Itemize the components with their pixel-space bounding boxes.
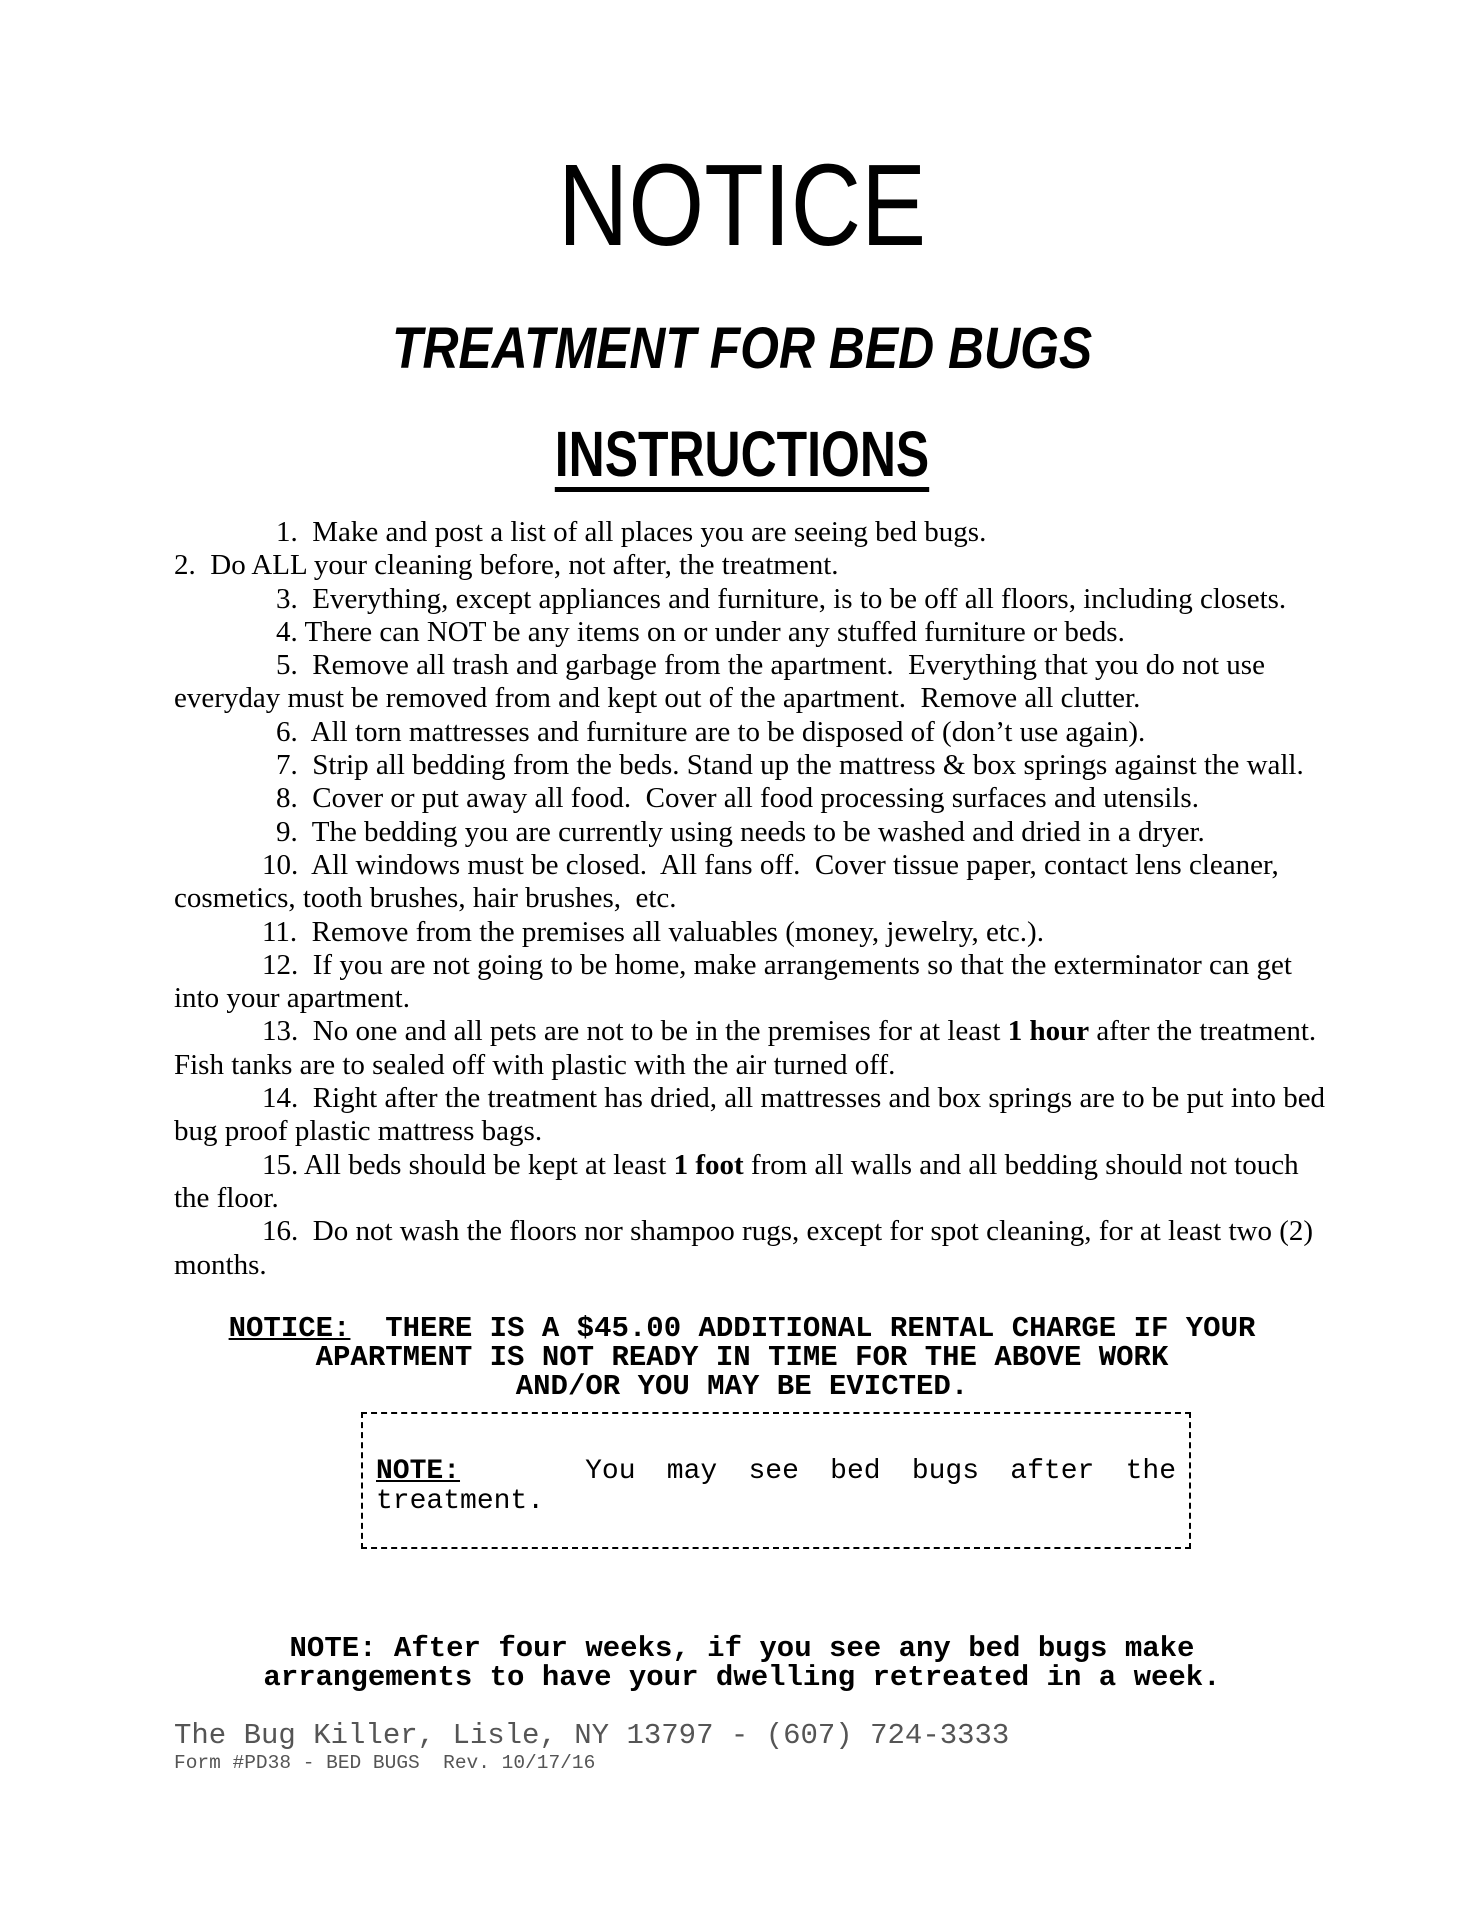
instruction-continuation: cosmetics, tooth brushes, hair brushes, etc. <box>174 882 677 915</box>
instruction-line <box>174 516 1334 549</box>
instruction-item <box>174 516 1334 549</box>
charge-notice <box>0 1314 1484 1401</box>
instruction-line <box>174 1215 1334 1248</box>
instruction-continuation: the floor. <box>174 1181 279 1214</box>
subtitle <box>0 316 1484 382</box>
instruction-item <box>174 816 1334 849</box>
section-heading <box>0 418 1484 492</box>
instruction-text: 14. Right after the treatment has dried, all mattresses and box springs are to be put into bed <box>262 1082 1326 1115</box>
instruction-item <box>174 1149 1334 1216</box>
notice-title <box>0 140 1484 270</box>
instruction-line <box>174 1149 1334 1182</box>
instruction-text: 2. Do ALL your cleaning before, not after, the treatment. <box>174 549 839 582</box>
boxed-note-text <box>376 1457 1176 1517</box>
footer-company: The Bug Killer, Lisle, NY 13797 - (607) 724-3333 <box>174 1719 1010 1752</box>
instruction-item <box>174 749 1334 782</box>
instruction-line <box>174 1015 1334 1048</box>
charge-notice-line: APARTMENT IS NOT READY IN TIME FOR THE ABOVE WORK <box>315 1341 1169 1374</box>
instruction-continuation: Fish tanks are to sealed off with plastic with the air turned off. <box>174 1048 896 1081</box>
instruction-item <box>174 616 1334 649</box>
instruction-continuation: into your apartment. <box>174 982 410 1015</box>
final-note-line: NOTE: After four weeks, if you see any bed bugs make <box>289 1632 1195 1665</box>
instruction-text: 1. Make and post a list of all places you are seeing bed bugs. <box>276 516 987 548</box>
final-note <box>0 1634 1484 1692</box>
instruction-item <box>174 1215 1334 1282</box>
instruction-text: 3. Everything, except appliances and furniture, is to be off all floors, including closets. <box>276 582 1287 615</box>
instruction-line <box>174 749 1334 782</box>
instruction-emphasis: 1 foot <box>673 1148 744 1181</box>
instructions-list <box>174 516 1334 1282</box>
notice-title-text: NOTICE <box>557 140 927 270</box>
instruction-text: 13. No one and all pets are not to be in the premises for at least <box>262 1015 1008 1048</box>
instruction-continuation: bug proof plastic mattress bags. <box>174 1115 543 1148</box>
boxed-note <box>361 1412 1191 1549</box>
instruction-text: 5. Remove all trash and garbage from the apartment. Everything that you do not use <box>276 649 1265 682</box>
instruction-line <box>174 849 1334 882</box>
instruction-text: 9. The bedding you are currently using needs to be washed and dried in a dryer. <box>276 815 1205 848</box>
instruction-item <box>174 949 1334 1016</box>
boxed-note-label: NOTE: <box>376 1456 461 1487</box>
instruction-item <box>174 649 1334 716</box>
charge-notice-line: AND/OR YOU MAY BE EVICTED. <box>515 1370 969 1403</box>
instruction-text: 16. Do not wash the floors nor shampoo rugs, except for spot cleaning, for at least two (2) <box>262 1215 1314 1248</box>
instruction-text: 15. All beds should be kept at least <box>262 1148 674 1181</box>
charge-notice-line: THERE IS A $45.00 ADDITIONAL RENTAL CHARGE IF YOUR <box>350 1312 1256 1345</box>
instruction-text: 10. All windows must be closed. All fans off. Cover tissue paper, contact lens cleaner, <box>262 848 1279 881</box>
instruction-line <box>174 549 1334 582</box>
instruction-line <box>174 949 1334 982</box>
instruction-line <box>174 916 1334 949</box>
instruction-line <box>174 716 1334 749</box>
instruction-text: 7. Strip all bedding from the beds. Stand up the mattress & box springs against the wall. <box>276 749 1304 782</box>
instruction-item <box>174 1082 1334 1149</box>
instruction-line <box>174 816 1334 849</box>
instruction-emphasis: 1 hour <box>1007 1015 1090 1048</box>
instruction-text: from all walls and all bedding should not touch <box>743 1148 1299 1181</box>
instruction-text: 4. There can NOT be any items on or under any stuffed furniture or beds. <box>276 615 1125 648</box>
subtitle-text: TREATMENT FOR BED BUGS <box>391 316 1093 381</box>
instruction-item <box>174 782 1334 815</box>
instruction-text: 6. All torn mattresses and furniture are to be disposed of (don’t use again). <box>276 715 1146 748</box>
instruction-text: after the treatment. <box>1089 1015 1317 1048</box>
instruction-item <box>174 549 1334 582</box>
instruction-line <box>174 782 1334 815</box>
instruction-text: 11. Remove from the premises all valuables (money, jewelry, etc.). <box>262 915 1044 948</box>
instruction-item <box>174 583 1334 616</box>
instruction-continuation: everyday must be removed from and kept out of the apartment. Remove all clutter. <box>174 682 1141 715</box>
instruction-line <box>174 649 1334 682</box>
instruction-line <box>174 1082 1334 1115</box>
instruction-item <box>174 916 1334 949</box>
instruction-continuation: months. <box>174 1248 267 1281</box>
instruction-text: 8. Cover or put away all food. Cover all food processing surfaces and utensils. <box>276 782 1199 815</box>
instruction-text: 12. If you are not going to be home, make arrangements so that the exterminator can get <box>262 948 1292 981</box>
section-heading-text: INSTRUCTIONS <box>554 418 930 490</box>
instruction-line <box>174 616 1334 649</box>
charge-notice-label: NOTICE: <box>228 1312 351 1345</box>
instruction-item <box>174 716 1334 749</box>
instruction-item <box>174 849 1334 916</box>
footer-form-number: Form #PD38 - BED BUGS Rev. 10/17/16 <box>174 1752 596 1774</box>
instruction-line <box>174 583 1334 616</box>
boxed-note-body: You may see bed bugs after the treatment. <box>376 1456 1176 1517</box>
instruction-item <box>174 1015 1334 1082</box>
final-note-line: arrangements to have your dwelling retreated in a week. <box>263 1661 1221 1694</box>
